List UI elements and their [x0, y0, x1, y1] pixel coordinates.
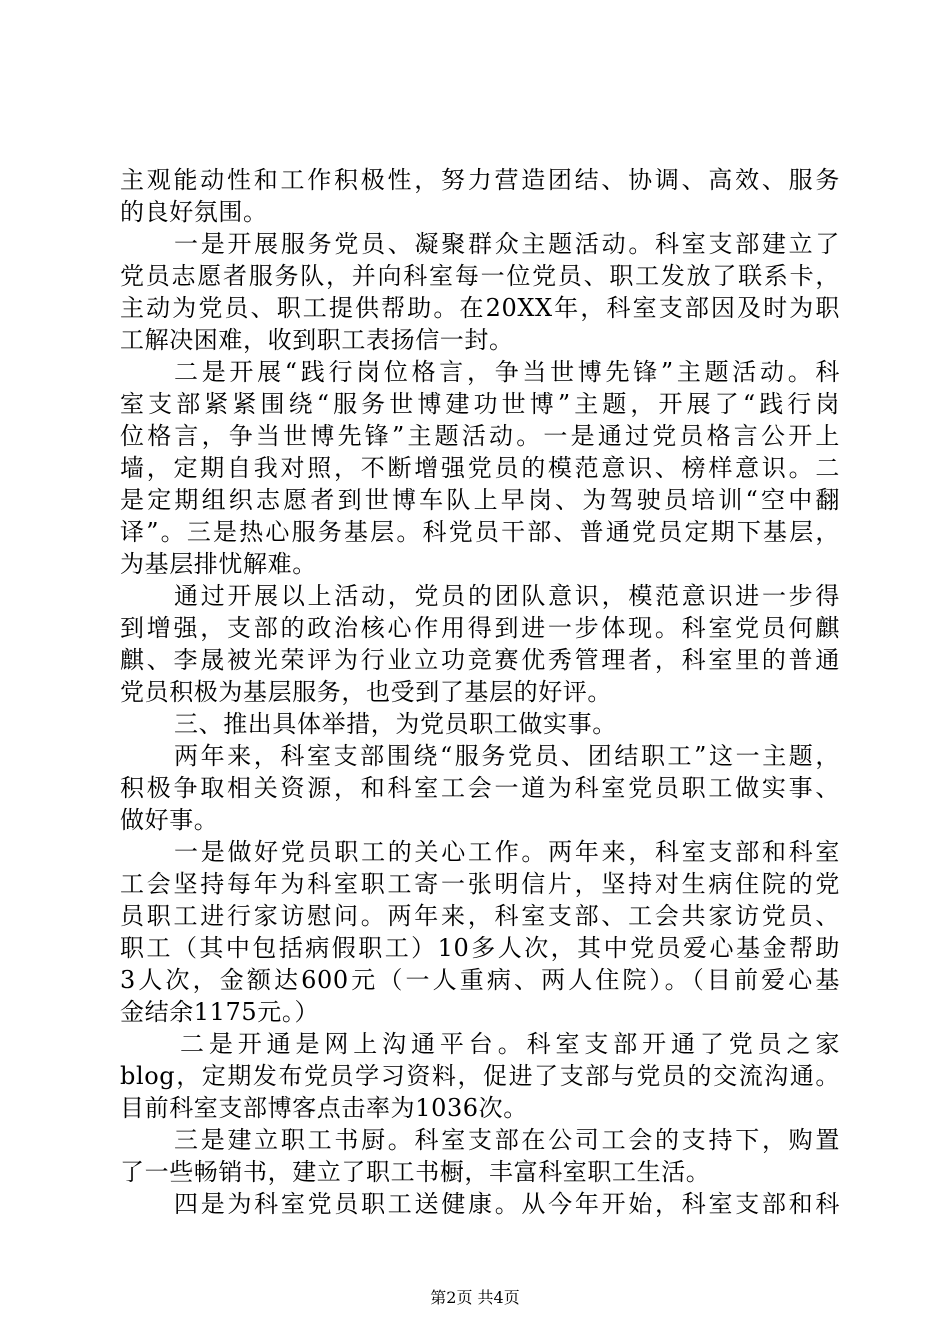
text-line: 三是建立职工书厨。科室支部在公司工会的支持下，购置	[174, 1126, 840, 1154]
text-line: 的良好氛围。	[120, 198, 268, 226]
text-line: 职工（其中包括病假职工）10多人次，其中党员爱心基金帮助	[120, 934, 840, 962]
text-line: 为基层排忧解难。	[120, 550, 317, 578]
document-body	[120, 164, 840, 1220]
text-line: 位格言，争当世博先锋”主题活动。一是通过党员格言公开上	[120, 422, 840, 450]
text-line: 一是做好党员职工的关心工作。两年来，科室支部和科室	[174, 838, 840, 866]
text-line: 做好事。	[120, 806, 219, 834]
text-line: 到增强，支部的政治核心作用得到进一步体现。科室党员何麒	[120, 614, 840, 642]
page-footer: 第2页 共4页	[430, 1288, 520, 1307]
text-line: 麒、李晟被光荣评为行业立功竞赛优秀管理者，科室里的普通	[120, 646, 840, 674]
section-heading: 三、推出具体举措，为党员职工做实事。	[174, 710, 617, 738]
text-line: 通过开展以上活动，党员的团队意识，模范意识进一步得	[174, 582, 840, 610]
text-line: blog，定期发布党员学习资料，促进了支部与党员的交流沟通。	[120, 1062, 840, 1090]
text-line: 工会坚持每年为科室职工寄一张明信片，坚持对生病住院的党	[120, 870, 840, 898]
text-line: 墙，定期自我对照，不断增强党员的模范意识、榜样意识。二	[120, 454, 840, 482]
text-line: 是定期组织志愿者到世博车队上早岗、为驾驶员培训“空中翻	[120, 486, 840, 514]
text-line: 党员志愿者服务队，并向科室每一位党员、职工发放了联系卡，	[120, 262, 840, 290]
text-line: 3人次，金额达600元（一人重病、两人住院）。（目前爱心基	[120, 966, 840, 994]
text-line: 二是开通是网上沟通平台。科室支部开通了党员之家	[180, 1030, 840, 1058]
text-line: 了一些畅销书，建立了职工书橱，丰富科室职工生活。	[120, 1158, 711, 1186]
text-line: 两年来，科室支部围绕“服务党员、团结职工”这一主题，	[174, 742, 840, 770]
text-line: 主动为党员、职工提供帮助。在20XX年，科室支部因及时为职	[120, 294, 840, 322]
text-line: 主观能动性和工作积极性，努力营造团结、协调、高效、服务	[120, 166, 840, 194]
text-line: 党员积极为基层服务，也受到了基层的好评。	[120, 678, 612, 706]
text-line: 目前科室支部博客点击率为1036次。	[120, 1094, 528, 1122]
text-line: 室支部紧紧围绕“服务世博建功世博”主题，开展了“践行岗	[120, 390, 840, 418]
text-line: 一是开展服务党员、凝聚群众主题活动。科室支部建立了	[174, 230, 840, 258]
text-line: 四是为科室党员职工送健康。从今年开始，科室支部和科	[174, 1190, 840, 1218]
text-line: 员职工进行家访慰问。两年来，科室支部、工会共家访党员、	[120, 902, 840, 930]
text-line: 积极争取相关资源，和科室工会一道为科室党员职工做实事、	[120, 774, 840, 802]
text-line: 金结余1175元。）	[120, 998, 320, 1026]
text-line: 译”。三是热心服务基层。科党员干部、普通党员定期下基层，	[120, 518, 840, 546]
text-line: 二是开展“践行岗位格言，争当世博先锋”主题活动。科	[174, 358, 840, 386]
text-line: 工解决困难，收到职工表扬信一封。	[120, 326, 514, 354]
